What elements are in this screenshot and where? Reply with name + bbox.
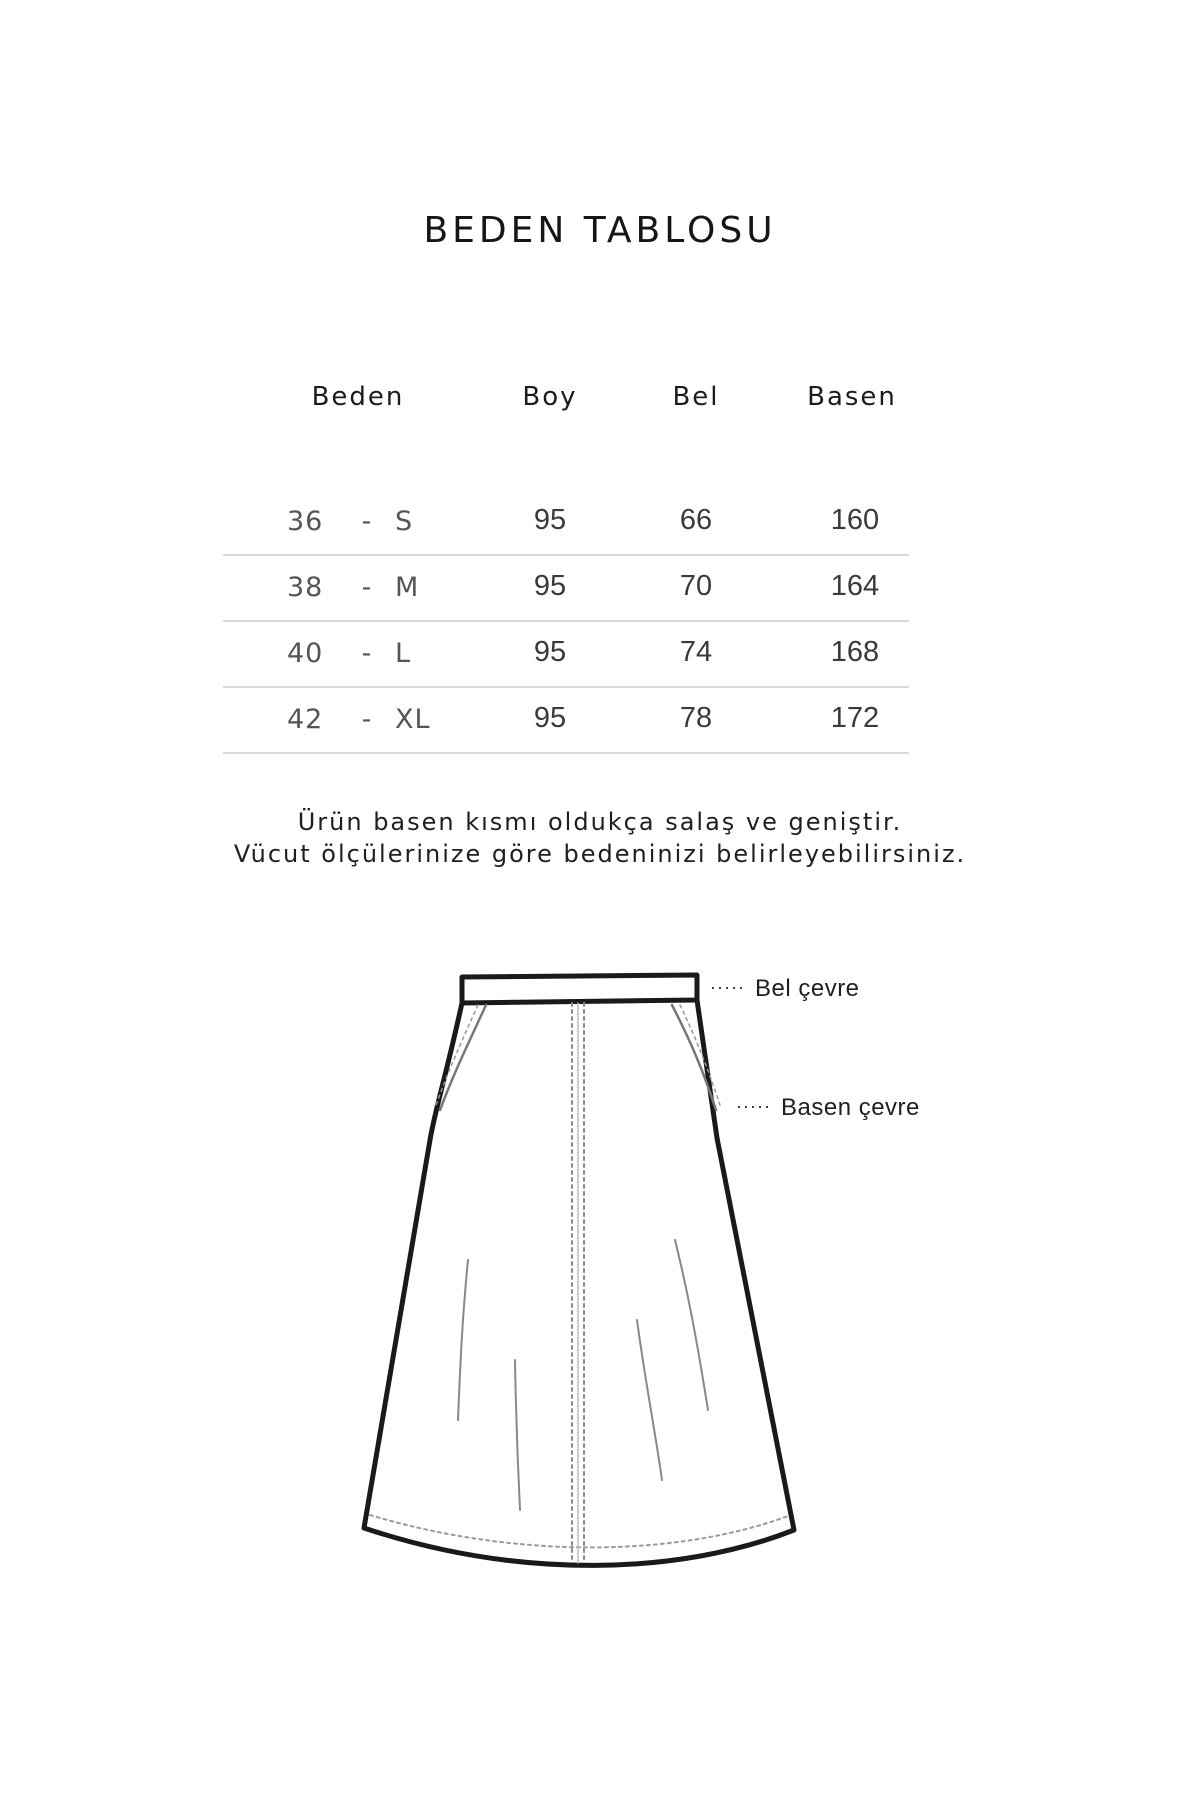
basen-value: 160 (830, 504, 880, 536)
hip-callout-label: Basen çevre (780, 1094, 920, 1121)
hip-leader-dots: ····· (736, 1096, 771, 1116)
boy-value: 95 (533, 570, 567, 602)
page-title: BEDEN TABLOSU (423, 210, 777, 251)
size-separator: - (361, 704, 373, 735)
size-separator: - (361, 506, 373, 537)
fold-line (675, 1240, 708, 1410)
waistband-outline (462, 975, 697, 1003)
size-number: 38 (287, 572, 324, 603)
size-letter: S (395, 506, 414, 537)
size-separator: - (361, 638, 373, 669)
waist-callout (710, 975, 860, 1003)
header-boy: Boy (522, 382, 578, 412)
fold-line (515, 1360, 520, 1510)
header-basen: Basen (807, 382, 897, 412)
waist-leader-dots: ····· (710, 977, 745, 997)
basen-value: 168 (830, 636, 880, 668)
size-letter: M (395, 572, 420, 603)
bel-value: 66 (679, 504, 713, 536)
size-letter: L (395, 638, 412, 669)
size-separator: - (361, 572, 373, 603)
header-beden: Beden (311, 382, 405, 412)
boy-value: 95 (533, 636, 567, 668)
hip-callout (736, 1094, 920, 1122)
size-number: 40 (287, 638, 324, 669)
fit-note-line1: Ürün basen kısmı oldukça salaş ve geniştir. (297, 808, 903, 836)
fold-line (458, 1260, 468, 1420)
header-bel: Bel (672, 382, 720, 412)
skirt-outline (364, 1000, 794, 1565)
bel-value: 78 (679, 702, 713, 734)
fold-line (637, 1320, 662, 1480)
bel-value: 70 (679, 570, 713, 602)
hem-stitching (370, 1515, 788, 1547)
boy-value: 95 (533, 504, 567, 536)
right-pocket (672, 1005, 716, 1110)
fit-note-line2: Vücut ölçülerinize göre bedeninizi belirleyebilirsiniz. (233, 840, 967, 868)
waist-callout-label: Bel çevre (754, 975, 860, 1002)
basen-value: 164 (830, 570, 880, 602)
boy-value: 95 (533, 702, 567, 734)
size-number: 36 (287, 506, 324, 537)
bel-value: 74 (679, 636, 713, 668)
size-letter: XL (395, 704, 431, 735)
size-number: 42 (287, 704, 324, 735)
basen-value: 172 (830, 702, 880, 734)
